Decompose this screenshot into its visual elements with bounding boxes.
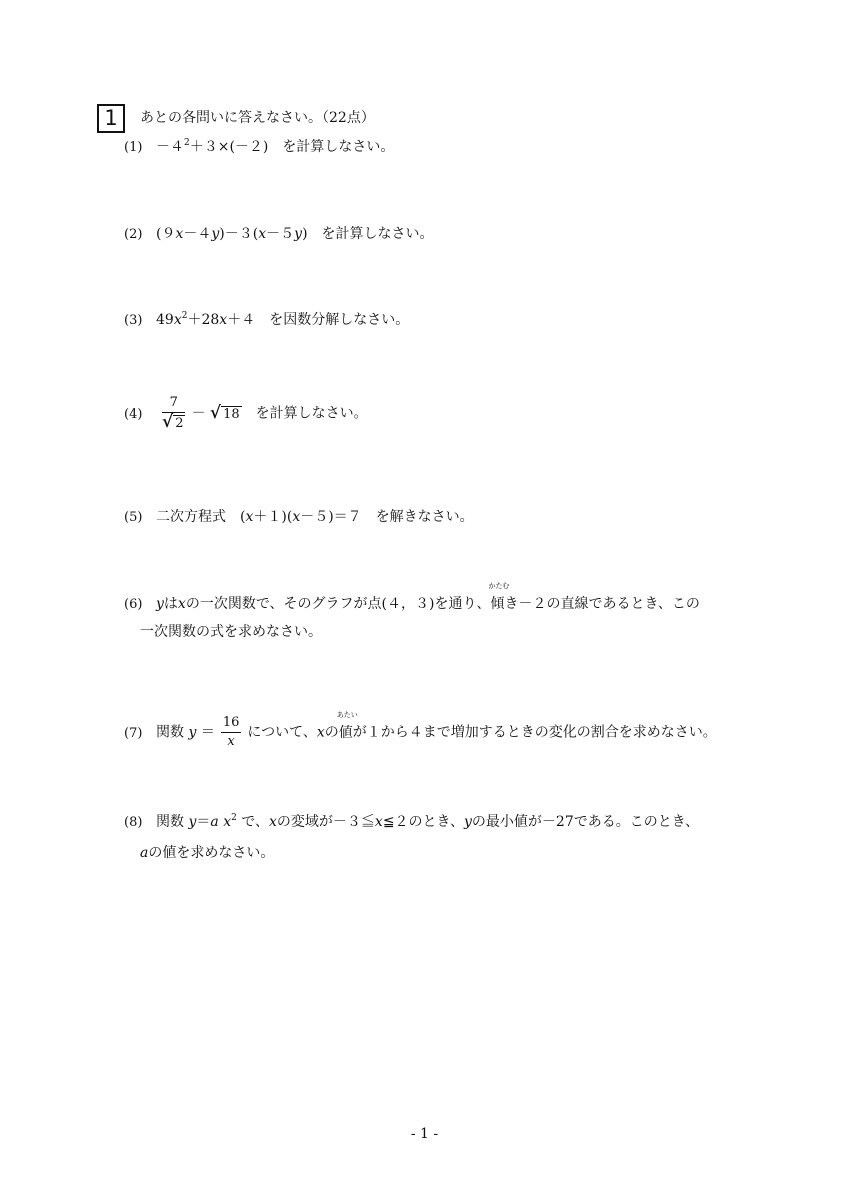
item-2-var-y2: y — [294, 226, 303, 242]
item-7-text-c: の — [324, 724, 339, 741]
item-8-var-x3: x — [374, 814, 383, 830]
item-8-equals: ＝ — [196, 814, 211, 830]
item-6-text-c: き－２の直線であるとき、この — [504, 596, 700, 612]
item-2-var-x: x — [175, 226, 184, 242]
item-3-exponent: 2 — [181, 311, 188, 321]
item-4-fraction — [162, 394, 185, 433]
item-4-minus: － — [191, 405, 206, 422]
item-5-text-a: 二次方程式 — [156, 509, 226, 525]
item-3-instruction: を因数分解しなさい。 — [269, 312, 410, 328]
item-8-text-c: の変域が－３≦ — [276, 814, 375, 830]
item-2 — [124, 224, 434, 245]
item-7-text-b: について、 — [247, 724, 317, 741]
item-7-label: (7) — [124, 725, 143, 741]
item-7-equals: ＝ — [200, 724, 215, 741]
item-7-numerator: 16 — [222, 715, 240, 730]
item-7-fraction — [221, 714, 242, 751]
item-8-var-y: y — [188, 814, 197, 830]
item-8-var-x2: x — [269, 814, 277, 830]
item-3-expr-b: ＋28 — [187, 312, 220, 328]
item-7 — [124, 710, 717, 751]
item-4-root: √ 18 — [209, 402, 240, 423]
item-8-line2-text: の値を求めなさい。 — [148, 845, 275, 861]
item-8-var-a2: a — [140, 845, 149, 861]
item-1-exponent: 2 — [184, 138, 190, 148]
item-2-instruction: を計算しなさい。 — [321, 226, 434, 242]
item-8-exponent: 2 — [231, 813, 237, 823]
item-4-denominator-root: √ 2 — [162, 412, 184, 432]
item-3-var-x2: x — [219, 312, 228, 328]
item-1-expr-a: －４ — [156, 139, 184, 155]
item-6-ruby-reading: かたむ — [488, 582, 510, 590]
item-7-ruby-word: あたい 値 — [336, 710, 358, 741]
item-8-text-d: ≦２のとき、 — [382, 814, 464, 830]
item-6-ruby-word: かたむ 傾 — [488, 582, 510, 612]
item-7-ruby-reading: あたい — [336, 710, 358, 719]
item-6-label: (6) — [124, 597, 143, 612]
item-8-var-x: x — [223, 814, 232, 830]
item-2-label: (2) — [124, 227, 143, 242]
item-2-expr-c: )－３( — [219, 226, 259, 242]
item-5-var-x2: x — [292, 509, 301, 525]
item-3-label: (3) — [124, 313, 143, 328]
item-5-expr-b: ＋１)( — [253, 509, 293, 525]
item-8-text-a: 関数 — [156, 814, 184, 830]
item-6-var-y: y — [156, 596, 164, 612]
question-intro: あとの各問いに答えなさい。（22点） — [140, 110, 375, 126]
item-8-label: (8) — [124, 815, 143, 830]
item-8-text-b: で、 — [241, 814, 270, 830]
item-3 — [124, 310, 409, 331]
item-5-var-x: x — [245, 509, 254, 525]
item-4-label: (4) — [124, 406, 143, 422]
item-5-expr-a: ( — [240, 509, 246, 525]
item-4-instruction: を計算しなさい。 — [255, 405, 368, 422]
item-2-expr-b: －４ — [183, 226, 212, 242]
item-6-var-x: x — [177, 596, 186, 612]
item-6 — [124, 582, 700, 615]
item-1-label: (1) — [124, 140, 143, 155]
item-4-numerator: 7 — [169, 395, 178, 410]
item-1-expr-b: ＋３×(－２) — [189, 139, 269, 155]
item-5 — [124, 507, 474, 528]
item-1 — [124, 137, 394, 158]
item-4 — [124, 394, 368, 433]
item-3-var-x: x — [173, 312, 182, 328]
item-8-line2 — [140, 843, 274, 863]
item-3-expr-a: 49 — [156, 312, 174, 328]
item-8-text-e: の最小値が－27である。このとき、 — [471, 814, 700, 830]
item-8-var-y2: y — [464, 814, 472, 830]
item-2-var-y: y — [211, 226, 220, 242]
item-8 — [124, 812, 699, 833]
item-7-text-a: 関数 — [156, 724, 184, 741]
item-5-expr-c: －５)＝７ — [300, 509, 362, 525]
item-2-expr-e: ) — [302, 226, 308, 242]
item-8-var-a: a — [210, 814, 219, 830]
item-6-text-a: は — [163, 596, 178, 612]
item-7-var-x: x — [316, 724, 325, 741]
item-1-instruction: を計算しなさい。 — [282, 139, 395, 155]
item-7-text-d: が１から４まで増加するときの変化の割合を求めなさい。 — [352, 724, 717, 741]
item-7-denominator: x — [227, 734, 235, 749]
item-6-line2: 一次関数の式を求めなさい。 — [140, 624, 322, 640]
item-2-var-x2: x — [258, 226, 267, 242]
question-number-box: 1 — [97, 104, 125, 133]
item-5-instruction: を解きなさい。 — [375, 509, 474, 525]
item-7-var-y: y — [188, 724, 197, 741]
item-6-text-b: の一次関数で、そのグラフが点(４，３)を通り、 — [185, 596, 491, 612]
item-2-expr-d: －５ — [266, 226, 295, 242]
item-5-label: (5) — [124, 510, 143, 525]
item-2-expr-a: (９ — [156, 226, 176, 242]
item-3-expr-c: ＋４ — [227, 312, 256, 328]
page-number: - 1 - — [410, 1126, 439, 1142]
